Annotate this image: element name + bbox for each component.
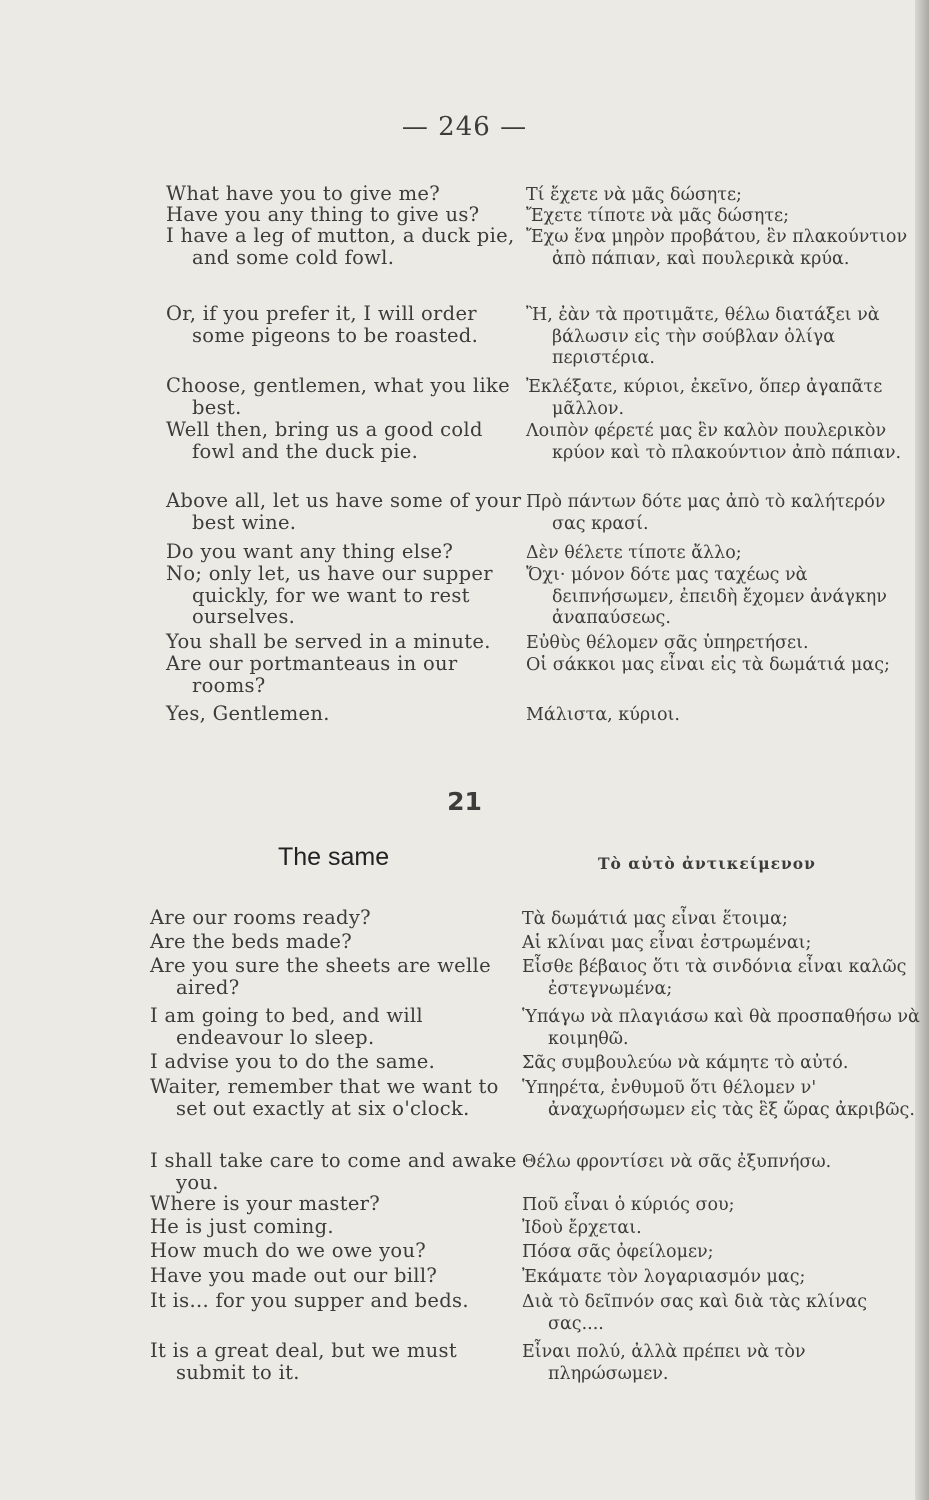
gr-line: Ἰδοὺ ἔρχεται. (522, 1218, 642, 1238)
en-line: Waiter, remember that we want to set out exactly at six o'clock. (150, 1075, 499, 1120)
en-line: No; only let, us have our supper quickly, for we want to rest ourselves. (166, 562, 493, 628)
en-line: Do you want any thing else? (166, 540, 454, 563)
gr-line: Πρὸ πάντων δότε μας ἀπὸ τὸ καλήτερόν σας κρασί. (526, 492, 886, 534)
gr-line: Ἢ, ἐὰν τὰ προτιμᾶτε, θέλω διατάξει νὰ βάλωσιν εἰς τὴν σούβλαν ὀλίγα περιστέρια. (526, 305, 880, 368)
en-line: How much do we owe you? (150, 1239, 427, 1262)
en-line: Are our rooms ready? (150, 906, 371, 929)
en-line: Have you any thing to give us? (166, 203, 480, 226)
en-line: You shall be served in a minute. (166, 630, 491, 653)
page-number: — 246 — (401, 112, 528, 142)
gr-line: Εἶναι πολύ, ἀλλὰ πρέπει νὰ τὸν πληρώσωμεν. (522, 1342, 806, 1384)
en-line: I advise you to do the same. (150, 1050, 436, 1073)
gr-line: Τί ἔχετε νὰ μᾶς δώσητε; (526, 185, 742, 205)
gr-line: Ὑπάγω νὰ πλαγιάσω καὶ θὰ προσπαθήσω νὰ κοιμηθῶ. (522, 1007, 920, 1049)
en-line: I am going to bed, and will endeavour lo sleep. (150, 1004, 423, 1049)
gr-line: Λοιπὸν φέρετέ μας ἓν καλὸν πουλερικὸν κρύον καὶ τὸ πλακούντιον ἀπὸ πάπιαν. (526, 421, 902, 463)
gr-line: Ἐκάματε τὸν λογαριασμόν μας; (522, 1267, 806, 1287)
en-line: Yes, Gentlemen. (166, 702, 330, 725)
en-line: Are our portmanteaus in our rooms? (166, 652, 458, 697)
gr-line: Μάλιστα, κύριοι. (526, 705, 680, 725)
en-line: Well then, bring us a good cold fowl and the duck pie. (166, 418, 483, 463)
en-line: What have you to give me? (166, 182, 440, 205)
en-line: He is just coming. (150, 1215, 334, 1238)
en-line: Choose, gentlemen, what you like best. (166, 374, 510, 419)
en-line: I shall take care to come and awake you. (150, 1149, 517, 1194)
en-line: Above all, let us have some of your best wine. (166, 489, 522, 534)
section-title-english: The same (278, 843, 390, 871)
gr-line: Ὑπηρέτα, ἐνθυμοῦ ὅτι θέλομεν ν' ἀναχωρήσωμεν εἰς τὰς ἓξ ὥρας ἀκριβῶς. (522, 1078, 915, 1120)
gr-line: Πόσα σᾶς ὀφείλομεν; (522, 1242, 714, 1262)
gr-line: Εὐθὺς θέλομεν σᾶς ὑπηρετήσει. (526, 633, 809, 653)
gr-line: Σᾶς συμβουλεύω νὰ κάμητε τὸ αὐτό. (522, 1053, 849, 1073)
gr-line: Ποῦ εἶναι ὁ κύριός σου; (522, 1195, 735, 1215)
gr-line: Διὰ τὸ δεῖπνόν σας καὶ διὰ τὰς κλίνας σας.... (522, 1292, 868, 1334)
gr-line: Ἔχετε τίποτε νὰ μᾶς δώσητε; (526, 206, 789, 226)
gr-line: Ἐκλέξατε, κύριοι, ἐκεῖνο, ὅπερ ἀγαπᾶτε μᾶλλον. (526, 377, 883, 419)
gr-line: Αἱ κλίναι μας εἶναι ἐστρωμέναι; (522, 933, 812, 953)
en-line: It is... for you supper and beds. (150, 1289, 469, 1312)
en-line: Are the beds made? (150, 930, 352, 953)
section-number: 21 (447, 787, 482, 816)
gr-line: Ἔχω ἕνα μηρὸν προβάτου, ἓν πλακούντιον ἀπὸ πάπιαν, καὶ πουλερικὰ κρύα. (526, 227, 908, 269)
en-line: Are you sure the sheets are welle aired? (150, 954, 491, 999)
section-title-greek: Τὸ αὐτὸ ἀντικείμενον (598, 854, 816, 873)
gr-line: Εἶσθε βέβαιος ὅτι τὰ σινδόνια εἶναι καλῶς ἐστεγνωμένα; (522, 957, 907, 999)
en-line: Or, if you prefer it, I will order some pigeons to be roasted. (166, 302, 479, 347)
gr-line: Δὲν θέλετε τίποτε ἄλλο; (526, 543, 742, 563)
gr-line: Ὄχι· μόνον δότε μας ταχέως νὰ δειπνήσωμεν, ἐπειδὴ ἔχομεν ἀνάγκην ἀναπαύσεως. (526, 565, 887, 628)
gr-line: Θέλω φροντίσει νὰ σᾶς ἐξυπνήσω. (522, 1152, 832, 1172)
en-line: Where is your master? (150, 1192, 381, 1215)
gr-line: Τὰ δωμάτιά μας εἶναι ἕτοιμα; (522, 909, 788, 929)
en-line: It is a great deal, but we must submit to it. (150, 1339, 457, 1384)
en-line: I have a leg of mutton, a duck pie, and some cold fowl. (166, 224, 515, 269)
gr-line: Οἱ σάκκοι μας εἶναι εἰς τὰ δωμάτιά μας; (526, 655, 890, 675)
en-line: Have you made out our bill? (150, 1264, 438, 1287)
